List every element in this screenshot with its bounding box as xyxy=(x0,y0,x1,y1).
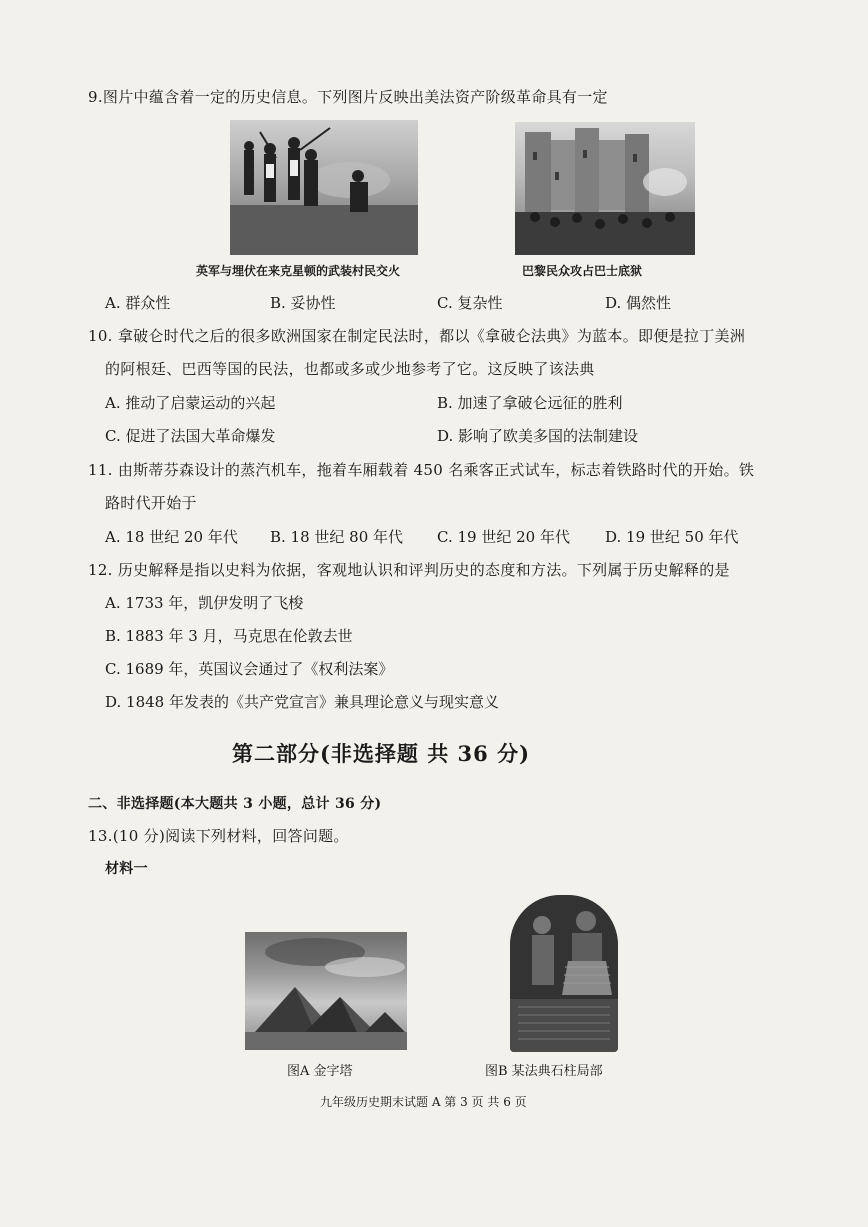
part2-title: 第二部分(非选择题 共 36 分) xyxy=(232,741,531,766)
q9-image-bastille xyxy=(515,122,695,255)
q11-option-c: C. 19 世纪 20 年代 xyxy=(437,528,570,546)
part2-section-heading: 二、非选择题(本大题共 3 小题，总计 36 分) xyxy=(88,796,382,812)
bastille-illustration xyxy=(515,122,695,255)
q10-option-c: C. 促进了法国大革命爆发 xyxy=(105,427,276,445)
q10-stem-line2: 的阿根廷、巴西等国的民法，也都或多或少地参考了它。这反映了该法典 xyxy=(105,360,595,378)
q12-option-d: D. 1848 年发表的《共产党宣言》兼具理论意义与现实意义 xyxy=(105,693,499,711)
q9-stem: 9.图片中蕴含着一定的历史信息。下列图片反映出美法资产阶级革命具有一定 xyxy=(88,88,608,106)
q13-stem: 13.(10 分)阅读下列材料，回答问题。 xyxy=(88,827,349,845)
q9-option-c: C. 复杂性 xyxy=(437,294,503,312)
q10-stem-line1: 10. 拿破仑时代之后的很多欧洲国家在制定民法时，都以《拿破仑法典》为蓝本。即便是拉丁美洲 xyxy=(88,327,746,345)
figure-b-code-stele xyxy=(510,895,618,1052)
figure-b-caption: 图B 某法典石柱局部 xyxy=(485,1064,603,1079)
q11-option-d: D. 19 世纪 50 年代 xyxy=(605,528,739,546)
figure-a-pyramids xyxy=(245,932,407,1050)
q12-option-a: A. 1733 年，凯伊发明了飞梭 xyxy=(105,594,304,612)
q10-option-d: D. 影响了欧美多国的法制建设 xyxy=(437,427,639,445)
q12-option-b: B. 1883 年 3 月，马克思在伦敦去世 xyxy=(105,627,353,645)
q9-option-a: A. 群众性 xyxy=(105,294,171,312)
q11-option-a: A. 18 世纪 20 年代 xyxy=(105,528,238,546)
page-footer: 九年级历史期末试题 A 第 3 页 共 6 页 xyxy=(320,1095,527,1109)
material1-label: 材料一 xyxy=(105,861,148,877)
q11-stem-line2: 路时代开始于 xyxy=(105,494,197,512)
q9-option-d: D. 偶然性 xyxy=(605,294,672,312)
figure-a-caption: 图A 金字塔 xyxy=(287,1064,353,1079)
stele-relief-illustration xyxy=(510,895,618,1052)
q10-option-a: A. 推动了启蒙运动的兴起 xyxy=(105,394,276,412)
q9-image1-caption: 英军与埋伏在来克星顿的武装村民交火 xyxy=(196,264,401,278)
q12-option-c: C. 1689 年，英国议会通过了《权利法案》 xyxy=(105,660,394,678)
q9-option-b: B. 妥协性 xyxy=(270,294,336,312)
q9-image2-caption: 巴黎民众攻占巴士底狱 xyxy=(522,264,643,278)
q11-option-b: B. 18 世纪 80 年代 xyxy=(270,528,404,546)
q9-image-lexington xyxy=(230,120,418,255)
battle-scene-illustration xyxy=(230,120,418,255)
q11-stem-line1: 11. 由斯蒂芬森设计的蒸汽机车，拖着车厢载着 450 名乘客正式试车，标志着铁路时代的开始。铁 xyxy=(88,461,755,479)
q12-stem: 12. 历史解释是指以史料为依据，客观地认识和评判历史的态度和方法。下列属于历史解释的是 xyxy=(88,561,730,579)
pyramids-illustration xyxy=(245,932,407,1050)
q10-option-b: B. 加速了拿破仑远征的胜利 xyxy=(437,394,623,412)
